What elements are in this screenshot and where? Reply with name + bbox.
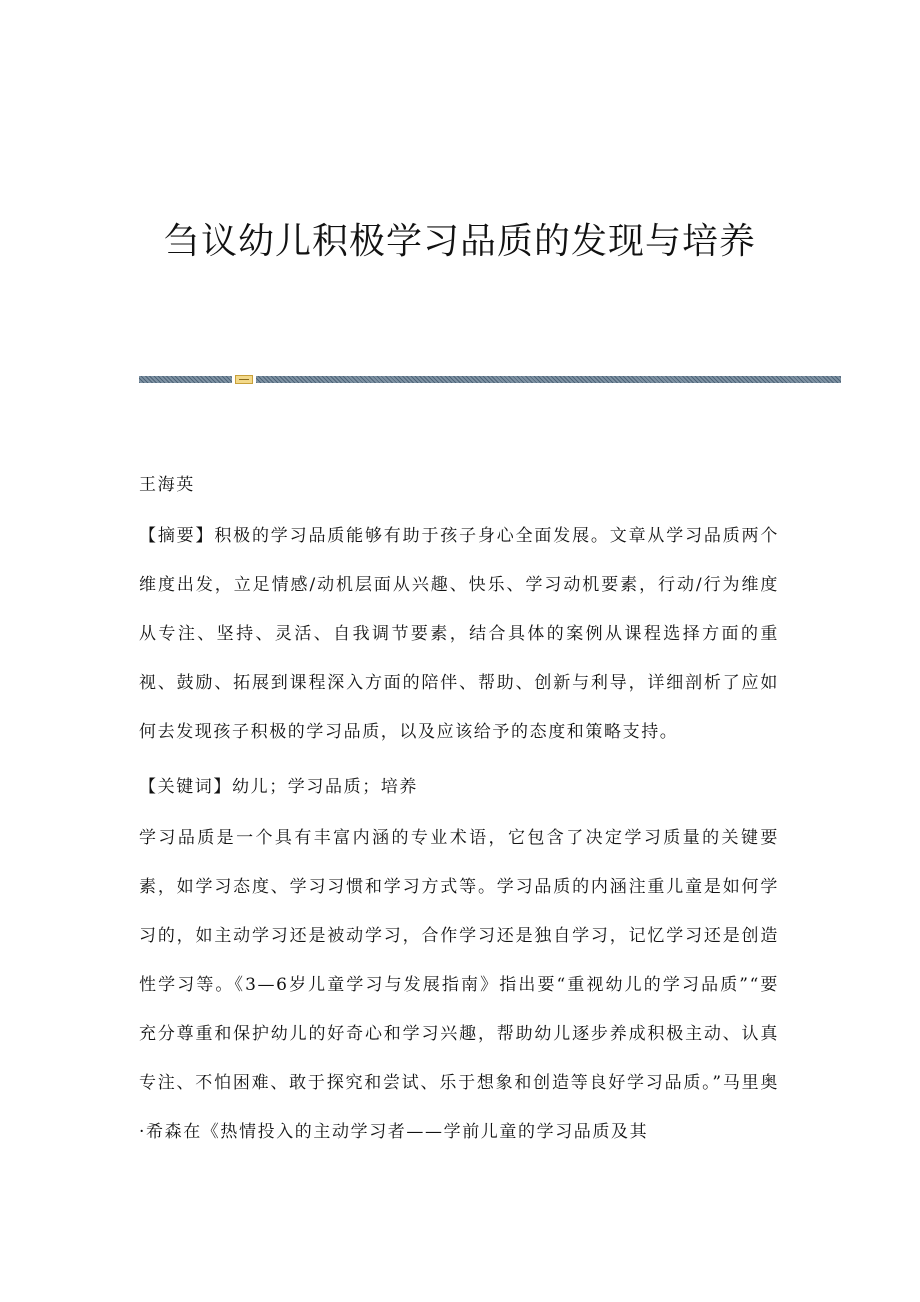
- abstract-paragraph: 【摘要】积极的学习品质能够有助于孩子身心全面发展。文章从学习品质两个维度出发，立足情感/动机层面从兴趣、快乐、学习动机要素，行动/行为维度从专注、坚持、灵活、自我调节要素，结合具体的案例从课程选择方面的重视、鼓励、拓展到课程深入方面的陪伴、帮助、创新与利导，详细剖析了应如何去发现孩子积极的学习品质，以及应该给予的态度和策略支持。: [139, 526, 779, 742]
- title-divider: [139, 375, 841, 384]
- body-paragraph: 学习品质是一个具有丰富内涵的专业术语，它包含了决定学习质量的关键要素，如学习态度、学习习惯和学习方式等。学习品质的内涵注重儿童是如何学习的，如主动学习还是被动学习，合作学习还是独自学习，记忆学习还是创造性学习等。《3—6岁儿童学习与发展指南》指出要“重视幼儿的学习品质”“要充分尊重和保护幼儿的好奇心和学习兴趣，帮助幼儿逐步养成积极主动、认真专注、不怕困难、敢于探究和尝试、乐于想象和创造等良好学习品质。”马里奥·希森在《热情投入的主动学习者——学前儿童的学习品质及其: [139, 828, 779, 1142]
- divider-bar-right: [256, 376, 841, 383]
- divider-ornament-icon: [235, 375, 253, 384]
- divider-bar-left: [139, 376, 232, 383]
- keywords-line: 【关键词】幼儿；学习品质；培养: [139, 777, 418, 797]
- document-title: 刍议幼儿积极学习品质的发现与培养: [163, 221, 756, 262]
- author-name: 王海英: [139, 475, 195, 495]
